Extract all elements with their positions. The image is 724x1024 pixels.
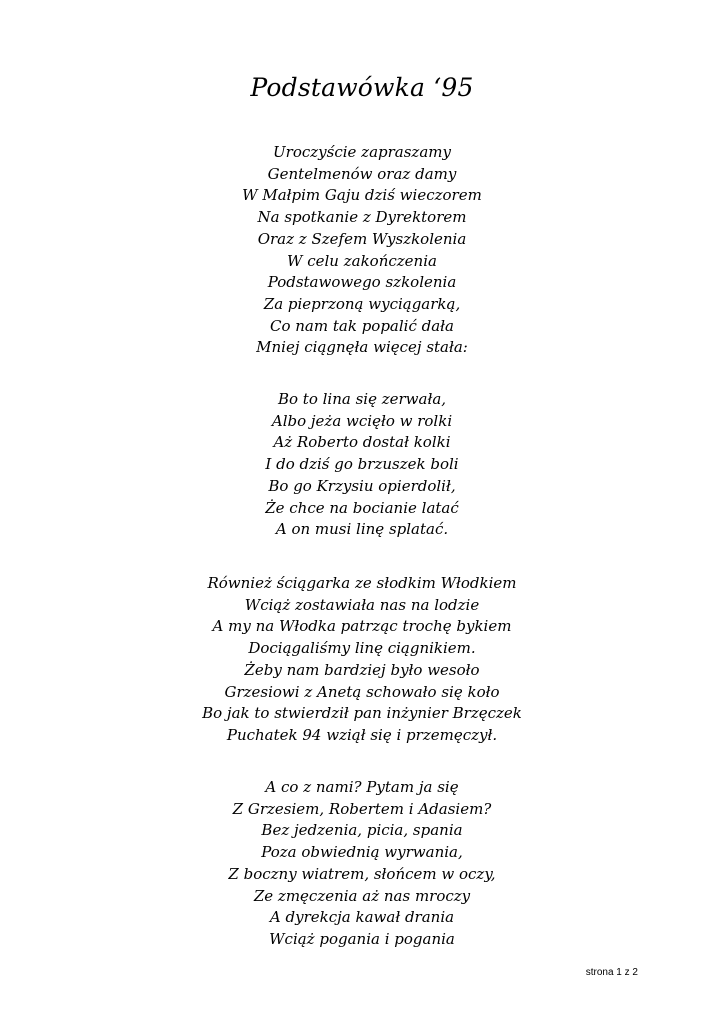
poem-stanza — [0, 142, 724, 359]
poem-line: Z boczny wiatrem, słońcem w oczy, — [228, 864, 496, 883]
poem-line: Oraz z Szefem Wyszkolenia — [257, 229, 467, 248]
poem-line: Albo jeża wcięło w rolki — [271, 411, 453, 430]
poem-stanza — [0, 777, 724, 951]
poem-line: A dyrekcja kawał drania — [269, 908, 455, 927]
poem-stanza — [0, 389, 724, 541]
poem-line: Bo jak to stwierdził pan inżynier Brzęczek — [202, 704, 522, 723]
poem-line: A co z nami? Pytam ja się — [265, 778, 459, 796]
poem-line: Podstawowego szkolenia — [267, 273, 457, 292]
poem-line: Za pieprzoną wyciągarką, — [263, 294, 461, 313]
poem-line: Żeby nam bardziej było wesoło — [244, 660, 480, 679]
poem-title: Podstawówka ‘95 — [250, 73, 474, 102]
poem-line: Również ściągarka ze słodkim Włodkiem — [207, 574, 517, 592]
poem-stanza — [0, 573, 724, 747]
poem-line: Bo to lina się zerwała, — [277, 390, 447, 408]
poem-line: Wciąż pogania i pogania — [269, 929, 455, 948]
poem-line: Mniej ciągnęła więcej stała: — [256, 338, 468, 357]
poem-line: Na spotkanie z Dyrektorem — [257, 208, 467, 227]
poem-line: A my na Włodka patrząc trochę bykiem — [212, 617, 512, 636]
poem-line: I do dziś go brzuszek boli — [265, 455, 459, 474]
poem-line: W celu zakończenia — [287, 251, 437, 270]
poem-line: Że chce na bocianie latać — [265, 498, 459, 517]
poem-line: W Małpim Gaju dziś wieczorem — [242, 186, 482, 205]
poem-line: Co nam tak popalić dała — [270, 316, 454, 335]
poem-line: Puchatek 94 wziął się i przemęczył. — [226, 725, 498, 744]
poem-line: Gentelmenów oraz damy — [267, 164, 457, 183]
poem-line: Ze zmęczenia aż nas mroczy — [253, 886, 471, 905]
poem-line: Wciąż zostawiała nas na lodzie — [244, 595, 480, 614]
poem-line: A on musi linę splatać. — [275, 520, 449, 539]
poem-line: Grzesiowi z Anetą schowało się koło — [224, 682, 500, 701]
poem-line: Z Grzesiem, Robertem i Adasiem? — [232, 799, 492, 818]
page-number: strona 1 z 2 — [585, 967, 638, 978]
poem-line: Poza obwiednią wyrwania, — [261, 843, 463, 862]
poem-line: Dociągaliśmy linę ciągnikiem. — [248, 639, 476, 658]
poem-line: Bo go Krzysiu opierdolił, — [268, 476, 456, 495]
poem-line: Uroczyście zapraszamy — [273, 143, 451, 161]
poem-line: Bez jedzenia, picia, spania — [261, 821, 463, 840]
poem-line: Aż Roberto dostał kolki — [273, 433, 451, 452]
